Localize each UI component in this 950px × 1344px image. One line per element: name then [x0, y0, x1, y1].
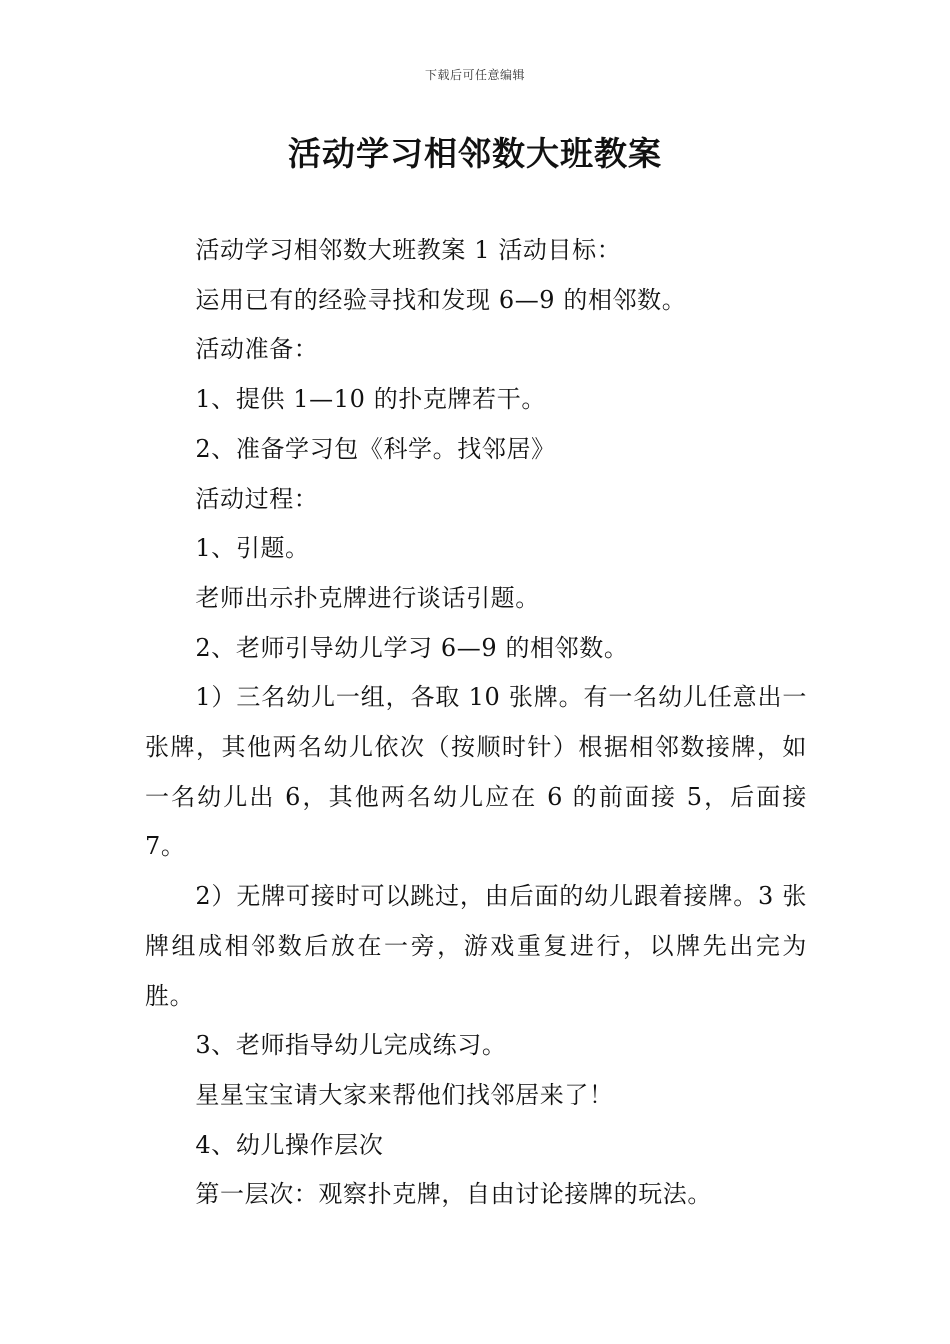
paragraph: 活动学习相邻数大班教案 1 活动目标： [195, 236, 622, 264]
paragraph: 运用已有的经验寻找和发现 6—9 的相邻数。 [195, 285, 687, 314]
paragraph: 活动准备： [195, 335, 319, 364]
paragraph: 星星宝宝请大家来帮他们找邻居来了！ [195, 1080, 614, 1109]
paragraph: 1、提供 1—10 的扑克牌若干。 [195, 385, 546, 414]
paragraph: 活动过程： [195, 484, 319, 513]
paragraph: 老师出示扑克牌进行谈话引题。 [195, 583, 540, 612]
document-body [145, 226, 807, 1220]
paragraph: 1、引题。 [195, 534, 310, 563]
paragraph: 2）无牌可接时可以跳过，由后面的幼儿跟着接牌。3 张牌组成相邻数后放在一旁，游戏重复进行，以牌先出完为胜。 [145, 882, 807, 1010]
paragraph: 3、老师指导幼儿完成练习。 [195, 1031, 507, 1060]
paragraph: 2、老师引导幼儿学习 6—9 的相邻数。 [195, 633, 629, 662]
paragraph: 第一层次：观察扑克牌，自由讨论接牌的玩法。 [195, 1180, 712, 1209]
document-title: 活动学习相邻数大班教案 [288, 134, 662, 173]
header-note: 下载后可任意编辑 [424, 68, 525, 82]
paragraph: 4、幼儿操作层次 [195, 1130, 384, 1159]
paragraph: 1）三名幼儿一组，各取 10 张牌。有一名幼儿任意出一张牌，其他两名幼儿依次（按顺时针）根据相邻数接牌，如一名幼儿出 6，其他两名幼儿应在 6 的前面接 5，后面接 7。 [145, 683, 807, 861]
paragraph: 2、准备学习包《科学。找邻居》 [195, 434, 556, 463]
